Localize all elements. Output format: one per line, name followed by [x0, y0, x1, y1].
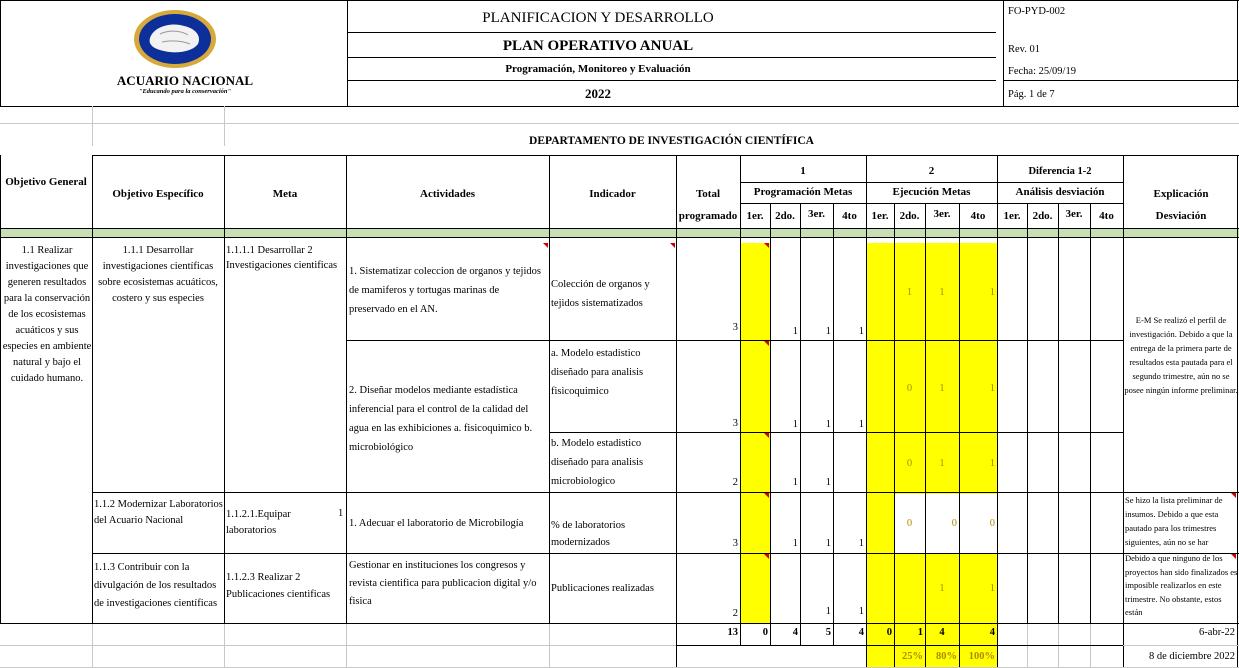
grand-total: 13 — [727, 627, 738, 638]
explicacion-2: Se hizo la lista preliminar de insumos. Debido a que esta pautado para los trimestres siguientes, aún no se har — [1125, 495, 1223, 547]
ejec-r3-q2: 0 — [906, 458, 913, 469]
group1-number: 1 — [800, 165, 806, 177]
prog-r4-q3: 1 — [825, 538, 831, 549]
ejec-r4-q2: 0 — [906, 518, 913, 529]
prog-r4-q2: 1 — [792, 538, 798, 549]
ejec-r3-q3: 1 — [939, 458, 945, 469]
totals-note: 6-abr-22 — [1199, 627, 1235, 638]
col-total: Total — [695, 188, 721, 200]
group2-title: Ejecución Metas — [892, 186, 971, 198]
meta-4: 1.1.2.1.Equipar laboratorios — [226, 509, 291, 536]
prog-r5-q4: 1 — [858, 606, 864, 617]
col-programado: programado — [678, 210, 738, 222]
total-ejec-1: 0 — [886, 627, 892, 638]
comment-marker — [1231, 493, 1236, 498]
ejec-r2-q4: 1 — [989, 383, 995, 394]
col-objetivo-especifico: Objetivo Específico — [112, 188, 204, 200]
page-number: Pág. 1 de 7 — [1008, 89, 1055, 100]
logo — [132, 8, 218, 70]
actividad-5: Gestionar en instituciones los congresos y revista cientifica para publicacion digital y/o fisica — [349, 560, 537, 607]
prog-r5-q3: 1 — [825, 606, 831, 617]
actividad-1: 1. Sistematizar coleccion de organos y tejidos de mamiferos y tortugas marinas de preservado en el AN. — [349, 266, 541, 315]
objetivo-general-text: 1.1 Realizar investigaciones que generen resultados para la conservación de los ecosistemas acuáticos y sus especies en ambiente natural y bajo el cuidado humano. — [2, 245, 92, 384]
prog-r3-q3: 1 — [825, 477, 831, 488]
org-name: ACUARIO NACIONAL — [116, 73, 254, 88]
q-dif-2: 2do. — [1032, 210, 1053, 222]
doc-date: Fecha: 25/09/19 — [1008, 66, 1076, 77]
total-prog-4: 4 — [858, 627, 864, 638]
q-prog-4: 4to — [842, 210, 857, 222]
q-ejec-1: 1er. — [871, 210, 889, 222]
revision: Rev. 01 — [1008, 44, 1040, 55]
subtitle: Programación, Monitoreo y Evaluación — [505, 63, 691, 75]
total-prog-1: 0 — [762, 627, 768, 638]
group1-title: Programación Metas — [753, 186, 853, 198]
year: 2022 — [585, 86, 611, 101]
q-ejec-4: 4to — [970, 210, 986, 222]
ejec-r1-q2: 1 — [906, 287, 913, 298]
col-objetivo-general: Objetivo General — [5, 176, 87, 188]
pct-2do: 25% — [902, 651, 923, 662]
percent-note: 8 de diciembre 2022 — [1148, 651, 1235, 662]
col-explicacion: Explicación — [1153, 188, 1209, 200]
green-band — [0, 229, 1239, 237]
comment-marker — [1231, 554, 1236, 559]
indicador-1: Colección de organos y tejidos sistematizados — [551, 279, 650, 309]
group3-title: Análisis desviación — [1015, 186, 1105, 198]
indicador-2: a. Modelo estadistico diseñado para analisis fisicoquimico — [551, 348, 644, 397]
pct-3er: 80% — [936, 651, 957, 662]
explicacion-3: Debido a que ninguno de los proyectos han sido finalizados es imposible realizarlos en este trimestre. No obstante, estos están — [1125, 553, 1238, 617]
q-prog-2: 2do. — [775, 210, 795, 222]
total-row-1: 3 — [732, 322, 738, 333]
total-ejec-4: 4 — [989, 627, 995, 638]
group2-number: 2 — [928, 165, 935, 177]
ejec-r4-q4: 0 — [989, 518, 995, 529]
comment-marker — [764, 243, 769, 248]
ejec-r5-q4: 1 — [989, 583, 995, 594]
ejec-r5-q3: 1 — [939, 583, 945, 594]
col-indicador: Indicador — [589, 188, 636, 200]
meta-4-num: 1 — [338, 508, 344, 519]
meta-5: 1.1.2.3 Realizar 2 Publicaciones cientificas — [226, 572, 331, 600]
indicador-3: b. Modelo estadistico diseñado para analisis microbiologico — [551, 438, 644, 487]
prog-r2-q4: 1 — [858, 419, 864, 430]
page-title: PLANIFICACION Y DESARROLLO — [482, 10, 714, 26]
comment-marker — [764, 433, 769, 438]
col-meta: Meta — [272, 188, 298, 200]
col-actividades: Actividades — [420, 188, 475, 200]
comment-marker — [764, 554, 769, 559]
comment-marker — [764, 341, 769, 346]
comment-marker — [670, 243, 675, 248]
q-ejec-2: 2do. — [899, 210, 920, 222]
ejec-r3-q4: 1 — [989, 458, 995, 469]
total-prog-3: 5 — [825, 627, 831, 638]
col-desviacion: Desviación — [1155, 210, 1207, 222]
actividad-2: 2. Diseñar modelos mediante estadística inferencial para el control de la calidad del agua en las exhibiciones a. fisicoquimico b. microbiológico — [349, 385, 533, 453]
doc-code: FO-PYD-002 — [1008, 6, 1066, 17]
actividad-4: 1. Adecuar el laboratorio de Microbilogía — [349, 518, 524, 529]
plan-title: PLAN OPERATIVO ANUAL — [502, 38, 694, 54]
prog-r4-q4: 1 — [858, 538, 864, 549]
org-motto: "Educando para la conservación" — [138, 88, 232, 95]
comment-marker — [764, 493, 769, 498]
q-dif-1: 1er. — [1003, 210, 1021, 222]
ejec-r1-q3: 1 — [939, 287, 945, 298]
obj-esp-1: 1.1.1 Desarrollar investigaciones científicas sobre ecosistemas acuáticos, costero y sus especies — [98, 245, 218, 304]
total-row-4: 3 — [732, 538, 738, 549]
q-dif-4: 4to — [1099, 210, 1114, 222]
total-ejec-2: 1 — [917, 627, 923, 638]
q-dif-3: 3er. — [1065, 208, 1083, 220]
total-row-3: 2 — [732, 477, 738, 488]
total-ejec-3: 4 — [939, 627, 945, 638]
prog-r2-q2: 1 — [792, 419, 798, 430]
prog-r1-q4: 1 — [858, 326, 864, 337]
prog-r1-q2: 1 — [792, 326, 798, 337]
indicador-5: Publicaciones realizadas — [551, 583, 654, 594]
ejec-r2-q3: 1 — [939, 383, 945, 394]
q-prog-1: 1er. — [746, 210, 764, 222]
group3-number: Diferencia 1-2 — [1028, 166, 1092, 177]
pct-4to: 100% — [968, 651, 995, 662]
prog-r3-q2: 1 — [792, 477, 798, 488]
ejec-r4-q3: 0 — [951, 518, 957, 529]
obj-esp-5: 1.1.3 Contribuir con la divulgación de los resultados de investigaciones científicas — [94, 562, 218, 609]
q-prog-3: 3er. — [807, 208, 825, 220]
prog-r2-q3: 1 — [825, 419, 831, 430]
ejec-r1-q4: 1 — [989, 287, 995, 298]
total-prog-2: 4 — [792, 627, 798, 638]
explicacion-1: E-M Se realizó el perfil de investigación. Debido a que la entrega de la primera parte de resultados esta pautada para el segundo trimestre, aún no se posee ningún informe preliminar. — [1124, 315, 1238, 395]
prog-r1-q3: 1 — [825, 326, 831, 337]
ejec-1er-highlight — [866, 243, 894, 623]
meta-1: 1.1.1.1 Desarrollar 2 Investigaciones cientificas — [226, 245, 338, 271]
comment-marker — [543, 243, 548, 248]
total-row-5: 2 — [732, 608, 738, 619]
department-title: DEPARTAMENTO DE INVESTIGACIÓN CIENTÍFICA — [529, 135, 814, 147]
total-row-2: 3 — [732, 418, 738, 429]
ejec-r2-q2: 0 — [906, 383, 913, 394]
q-ejec-3: 3er. — [933, 208, 951, 220]
indicador-4: % de laboratorios modernizados — [551, 520, 626, 548]
obj-esp-4: 1.1.2 Modernizar Laboratorios del Acuario Nacional — [94, 499, 223, 526]
